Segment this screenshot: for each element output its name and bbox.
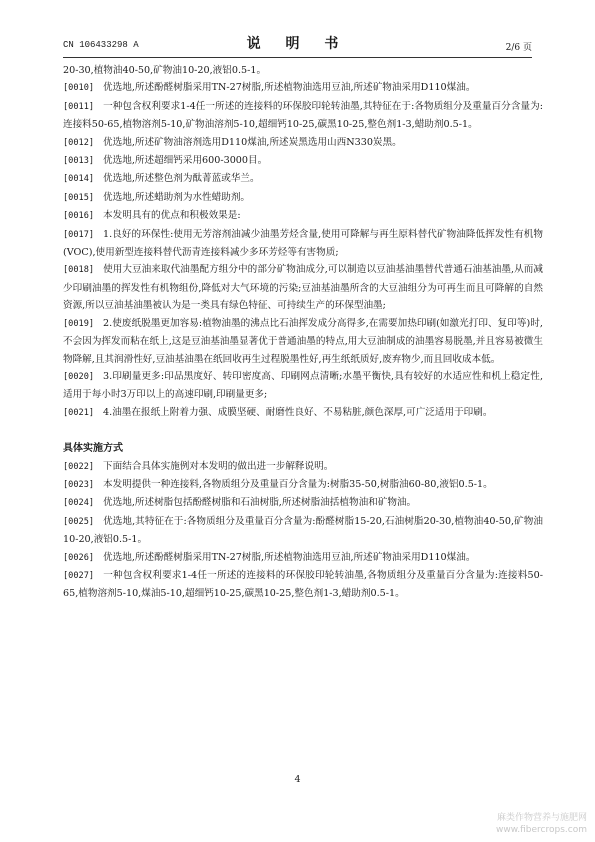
paragraph xyxy=(63,189,543,207)
paragraph-number: [0010] xyxy=(63,83,95,94)
paragraph-text: 优选地,所述酚醛树脂采用TN-27树脂,所述植物油选用豆油,所述矿物油采用D110煤油。 xyxy=(103,551,476,563)
paragraph xyxy=(63,315,543,368)
paragraph-text: 优选地,所述超细钙采用600-3000目。 xyxy=(103,155,268,167)
paragraph-text: 优选地,所述树脂包括酚醛树脂和石油树脂,所述树脂油括植物油和矿物油。 xyxy=(103,497,417,509)
paragraph-number: [0022] xyxy=(63,461,95,472)
paragraph-number: [0015] xyxy=(63,192,95,203)
section-heading: 具体实施方式 xyxy=(63,443,123,455)
paragraph-number: [0019] xyxy=(63,318,95,329)
paragraph xyxy=(63,549,543,567)
paragraph-text: 优选地,所述酚醛树脂采用TN-27树脂,所述植物油选用豆油,所述矿物油采用D110煤油。 xyxy=(103,82,476,94)
paragraph-text: 2.使废纸脱墨更加容易:植物油墨的沸点比石油挥发成分高得多,在需要加热印刷(如激光打印、复印等)时,不会因为挥发而粘在纸上,这是豆油基油墨显著优于普通油墨的特点,用大豆油制成的油墨容易脱墨,并且容易被微生物降解,且其润滑性好,豆油基油墨在纸回收再生过程脱墨性好,再生纸纸质好,废弃物少,而且回收成本低。 xyxy=(63,317,543,365)
page-number: 4 xyxy=(294,774,301,785)
paragraph xyxy=(63,226,543,262)
watermark-url: www.fibercrops.com xyxy=(496,825,587,835)
paragraph xyxy=(63,79,543,97)
paragraph xyxy=(63,98,543,134)
header-rule xyxy=(63,57,532,58)
document-body xyxy=(63,62,543,603)
paragraph-text: 下面结合具体实施例对本发明的做出进一步解释说明。 xyxy=(103,460,334,472)
paragraph-text: 1.良好的环保性:使用无芳溶剂油减少油墨芳烃含量,使用可降解与再生原料替代矿物油降低挥发性有机物(VOC),使用新型连接料替代沥青连接料减少多环芳烃等有害物质; xyxy=(63,228,543,259)
paragraph-number: [0014] xyxy=(63,174,95,185)
paragraph-text: 本发明提供一种连接料,各物质组分及重量百分含量为:树脂35-50,树脂油60-80,液铝0.5-1。 xyxy=(103,478,493,490)
paragraph xyxy=(63,62,543,79)
paragraph xyxy=(63,261,543,314)
watermark-site-name: 麻类作物营养与施肥网 xyxy=(496,813,587,823)
paragraph-number: [0021] xyxy=(63,407,95,418)
paragraph xyxy=(63,170,543,188)
paragraph-text: 20-30,植物油40-50,矿物油10-20,液铝0.5-1。 xyxy=(63,65,267,76)
paragraph xyxy=(63,152,543,170)
paragraph xyxy=(63,404,543,422)
paragraph-number: [0016] xyxy=(63,211,95,222)
paragraph xyxy=(63,368,543,404)
paragraph-text: 本发明具有的优点和积极效果是: xyxy=(103,210,241,222)
paragraph-number: [0026] xyxy=(63,552,95,563)
paragraph-number: [0011] xyxy=(63,101,95,112)
paragraph-number: [0027] xyxy=(63,570,95,581)
paragraph-number: [0017] xyxy=(63,229,95,240)
watermark xyxy=(496,812,587,836)
paragraph-text: 4.油墨在报纸上附着力强、成膜坚硬、耐磨性良好、不易粘脏,颜色深厚,可广泛适用于印刷。 xyxy=(103,406,493,418)
paragraph-number: [0023] xyxy=(63,479,95,490)
paragraph xyxy=(63,207,543,225)
paragraph xyxy=(63,134,543,152)
paragraph-text: 优选地,所述矿物油溶剂选用D110煤油,所述炭黑选用山西N330炭黑。 xyxy=(103,136,402,148)
paragraph xyxy=(63,494,543,512)
page-header xyxy=(63,33,532,55)
paragraph-text: 使用大豆油来取代油墨配方组分中的部分矿物油成分,可以制造以豆油基油墨替代普通石油基油墨,从而减少印刷油墨的挥发性有机物组份,降低对大气环境的污染;豆油基油墨所含的大豆油组分为可再生而且可降解的自然资源,所以豆油基油墨被认为是一类具有绿色特征、可持续生产的环保型油墨; xyxy=(63,264,543,312)
paragraph-number: [0020] xyxy=(63,371,95,382)
paragraph xyxy=(63,458,543,476)
paragraph-text: 优选地,所述蜡助剂为水性蜡助剂。 xyxy=(103,191,251,203)
paragraph xyxy=(63,513,543,549)
publication-number: CN 106433298 A xyxy=(63,40,139,50)
paragraph-number: [0013] xyxy=(63,156,95,167)
paragraph-number: [0018] xyxy=(63,265,95,276)
paragraph xyxy=(63,567,543,603)
document-title: 说 明 书 xyxy=(246,36,349,52)
paragraph-number: [0012] xyxy=(63,137,95,148)
paragraph-number: [0025] xyxy=(63,516,95,527)
paragraph-text: 优选地,所述整色剂为酞菁蓝或华兰。 xyxy=(103,173,260,185)
page-indicator: 2/6 页 xyxy=(505,43,532,53)
paragraph-number: [0024] xyxy=(63,498,95,509)
paragraph-text: 优选地,其特征在于:各物质组分及重量百分含量为:酚醛树脂15-20,石油树脂20-30,植物油40-50,矿物油10-20,液铝0.5-1。 xyxy=(63,515,543,546)
paragraph-text: 3.印刷量更多:印品黑度好、转印密度高、印刷网点清晰;水墨平衡快,具有较好的水适应性和机上稳定性,适用于每小时3万印以上的高速印刷,印刷量更多; xyxy=(63,370,543,401)
paragraph-text: 一种包含权利要求1-4任一所述的连接料的环保胶印轮转油墨,各物质组分及重量百分含量为:连接料50-65,植物溶剂5-10,煤油5-10,超细钙10-25,碳黑10-25,整色剂1-3,蜡助剂0.5-1。 xyxy=(63,569,543,600)
paragraph-text: 一种包含权利要求1-4任一所述的连接料的环保胶印轮转油墨,其特征在于:各物质组分及重量百分含量为:连接料50-65,植物溶剂5-10,矿物油溶剂5-10,超细钙10-25,碳黑10-25,整色剂1-3,蜡助剂0.5-1。 xyxy=(63,100,543,131)
paragraph xyxy=(63,476,543,494)
